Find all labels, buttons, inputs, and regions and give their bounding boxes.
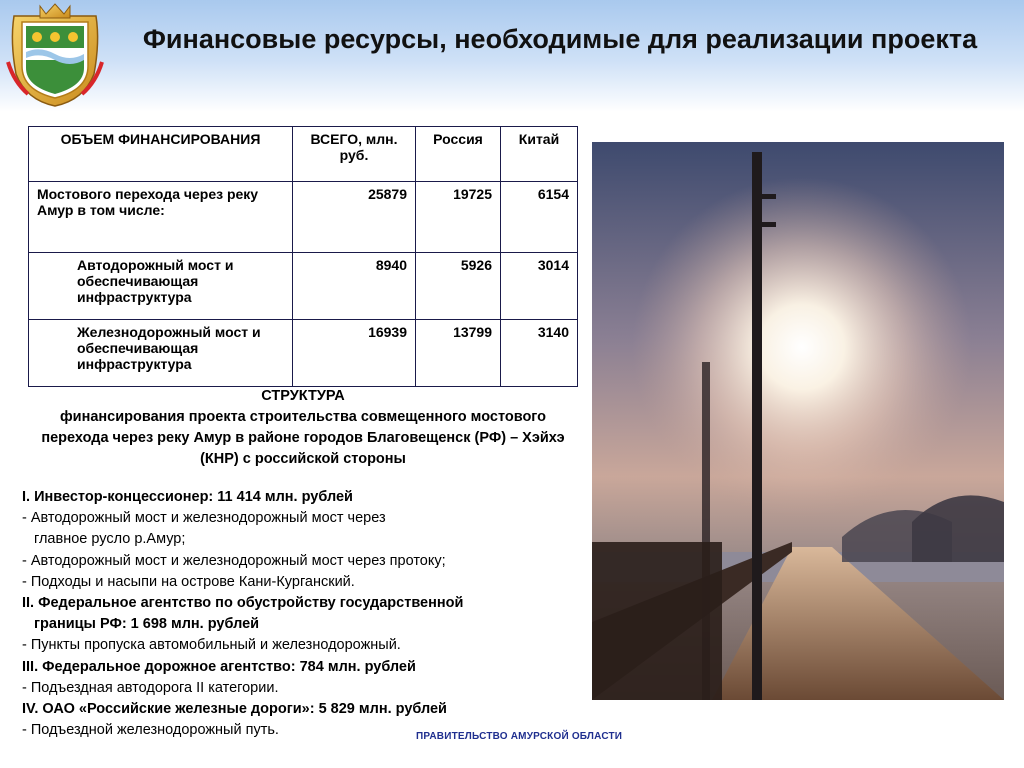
table-header-row: [29, 127, 578, 182]
list-item: - Подъездной железнодорожный путь.: [22, 722, 279, 739]
structure-text: финансирования проекта строительства совмещенного мостового перехода через реку Амур в районе городов Благовещенск (РФ) – Хэйхэ (КНР) с российской стороны: [41, 409, 565, 467]
footer-text: ПРАВИТЕЛЬСТВО АМУРСКОЙ ОБЛАСТИ: [416, 731, 623, 742]
bridge-sunset-photo: [592, 142, 1004, 700]
structure-heading: СТРУКТУРА: [261, 388, 345, 404]
row-russia: 13799: [416, 320, 501, 387]
list-item: II. Федеральное агентство по обустройству государственной: [22, 595, 464, 612]
row-total: 16939: [293, 320, 416, 387]
structure-caption: [28, 386, 578, 470]
header-cell-china: Китай: [501, 127, 578, 182]
row-china: 3140: [501, 320, 578, 387]
page-title: Финансовые ресурсы, необходимые для реализации проекта: [142, 24, 978, 54]
list-item: IV. ОАО «Российские железные дороги»: 5 829 млн. рублей: [22, 701, 447, 718]
row-russia: 19725: [416, 182, 501, 253]
list-item: - Пункты пропуска автомобильный и железнодорожный.: [22, 637, 401, 654]
list-item: - Подъездная автодорога II категории.: [22, 679, 279, 696]
financing-table: [28, 126, 578, 387]
list-item: - Автодорожный мост и железнодорожный мост через протоку;: [22, 552, 446, 569]
list-item: - Автодорожный мост и железнодорожный мост через: [22, 510, 386, 527]
row-russia: 5926: [416, 253, 501, 320]
row-china: 3014: [501, 253, 578, 320]
row-name: Мостового перехода через реку Амур в том числе:: [29, 182, 293, 253]
table-row: [29, 182, 578, 253]
header-cell-volume: ОБЪЕМ ФИНАНСИРОВАНИЯ: [29, 127, 293, 182]
list-item: границы РФ: 1 698 млн. рублей: [34, 616, 260, 633]
table-row: [29, 253, 578, 320]
list-item: III. Федеральное дорожное агентство: 784 млн. рублей: [22, 658, 416, 675]
list-item: I. Инвестор-концессионер: 11 414 млн. рублей: [22, 489, 353, 505]
header-cell-total: ВСЕГО, млн. руб.: [293, 127, 416, 182]
row-china: 6154: [501, 182, 578, 253]
table-row: [29, 320, 578, 387]
row-total: 25879: [293, 182, 416, 253]
row-name: Автодорожный мост и обеспечивающая инфраструктура: [29, 253, 293, 320]
row-name: Железнодорожный мост и обеспечивающая инфраструктура: [29, 320, 293, 387]
row-total: 8940: [293, 253, 416, 320]
coat-of-arms-icon: [4, 2, 106, 108]
header-cell-russia: Россия: [416, 127, 501, 182]
funding-list: [22, 487, 582, 741]
list-item: главное русло р.Амур;: [34, 531, 186, 548]
list-item: - Подходы и насыпи на острове Кани-Курганский.: [22, 573, 355, 590]
